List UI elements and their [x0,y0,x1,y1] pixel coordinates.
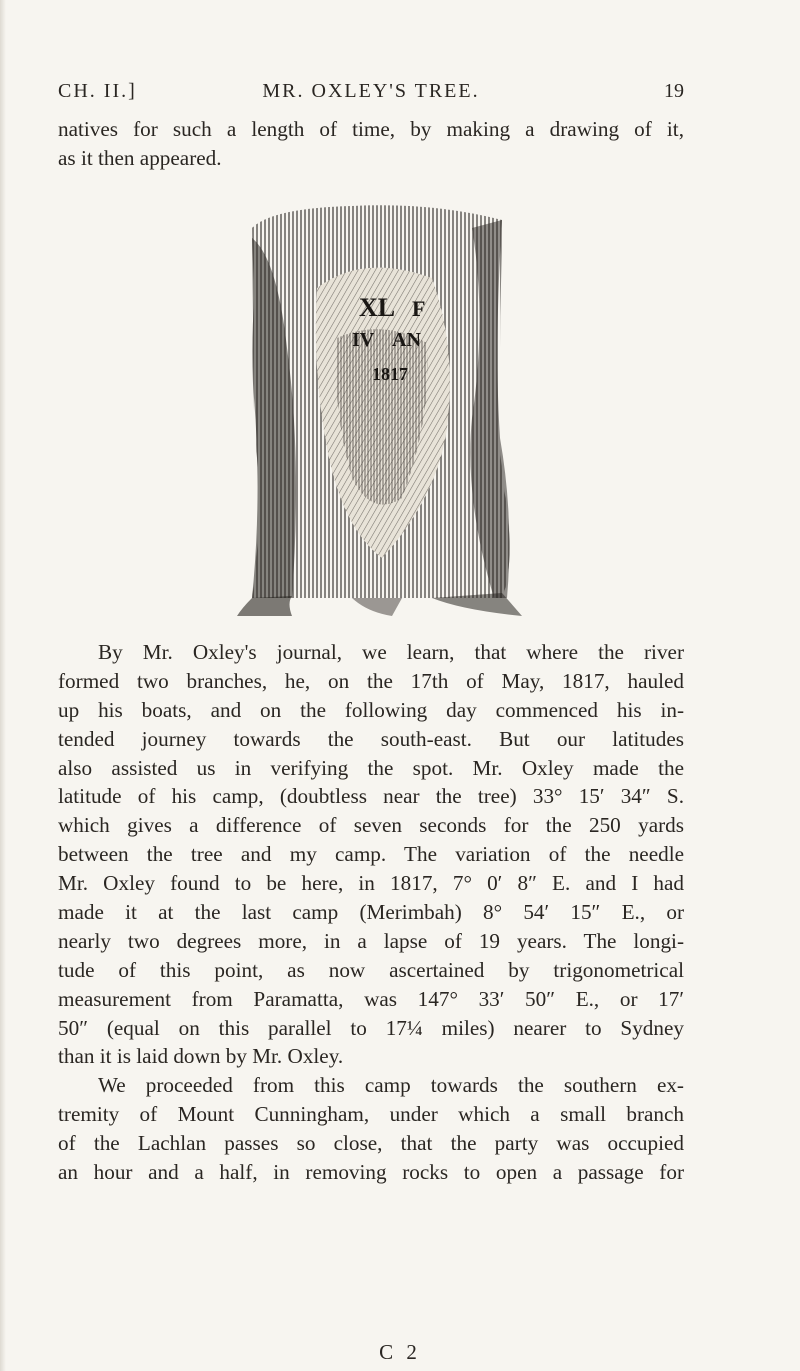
text-line: made it at the last camp (Merimbah) 8° 54′ 15″ E., or [58,900,684,925]
text-line: By Mr. Oxley's journal, we learn, that where the river [98,640,684,664]
text-line: formed two branches, he, on the 17th of May, 1817, hauled [58,668,684,693]
text-line: an hour and a half, in removing rocks to open a passage for [58,1159,684,1184]
text-line: tremity of Mount Cunningham, under which a small branch [58,1101,684,1126]
text-line: 50″ (equal on this parallel to 17¼ miles) nearer to Sydney [58,1015,684,1040]
page-edge [0,0,6,1371]
tree-engraving [232,198,532,618]
carved-mark: IV [352,329,375,351]
signature-mark: C 2 [379,1340,421,1364]
text-line: We proceeded from this camp towards the southern ex- [98,1073,684,1097]
carved-mark: F [412,296,426,321]
running-header [58,80,684,110]
text-line: also assisted us in verifying the spot. Mr. Oxley made the [58,755,684,780]
running-title: MR. OXLEY'S TREE. [262,80,480,102]
carved-mark: 1817 [372,364,408,384]
text-line: up his boats, and on the following day commenced his in- [58,697,684,722]
text-line: which gives a difference of seven seconds for the 250 yards [58,813,684,838]
text-line: measurement from Paramatta, was 147° 33′ 50″ E., or 17′ [58,986,684,1011]
text-line: as it then appeared. [58,145,222,170]
body-paragraph-1 [58,638,684,1071]
text-line: natives for such a length of time, by making a drawing of it, [58,117,684,141]
chapter-label: CH. II.] [58,80,137,102]
intro-paragraph [58,115,684,173]
carved-mark: XL [358,293,396,322]
tree-illustration [232,198,532,618]
text-line: tude of this point, as now ascertained by trigonometrical [58,957,684,982]
text-line: tended journey towards the south-east. But our latitudes [58,726,684,751]
carved-mark: AN [392,329,421,351]
body-paragraph-2 [58,1071,684,1187]
text-line: between the tree and my camp. The variation of the needle [58,842,684,867]
text-line: than it is laid down by Mr. Oxley. [58,1044,344,1069]
text-line: of the Lachlan passes so close, that the party was occupied [58,1130,684,1155]
text-line: Mr. Oxley found to be here, in 1817, 7° 0′ 8″ E. and I had [58,871,684,896]
page-number: 19 [664,80,684,102]
text-line: nearly two degrees more, in a lapse of 19 years. The longi- [58,928,684,953]
text-line: latitude of his camp, (doubtless near the tree) 33° 15′ 34″ S. [58,784,684,809]
